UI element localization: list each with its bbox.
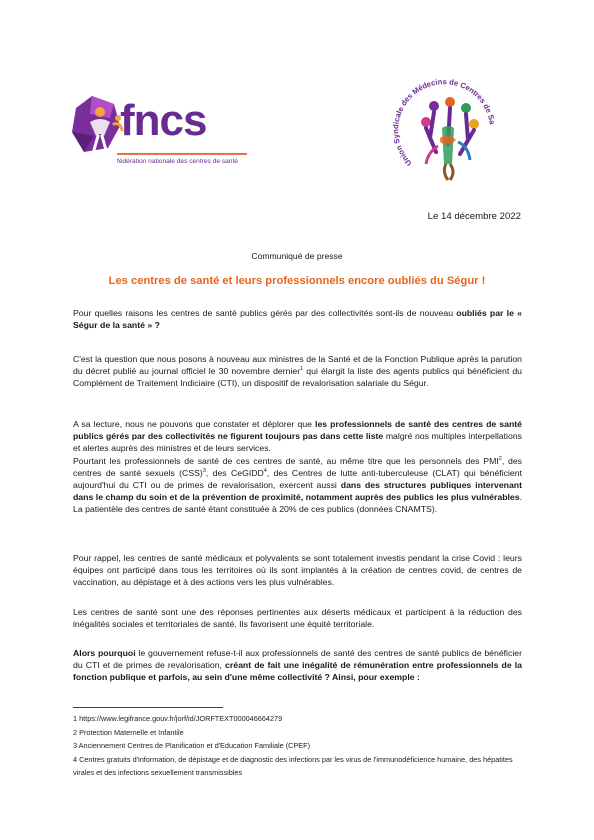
fncs-wordmark: fncs: [120, 96, 207, 145]
press-release-label: Communiqué de presse: [251, 251, 343, 261]
usmcs-logo: [382, 68, 512, 198]
page-title: Les centres de santé et leurs professionnels encore oubliés du Ségur !: [108, 275, 486, 287]
paragraph-4: Pour rappel, les centres de santé médicaux et polyvalents se sont totalement investis pendant la crise Covid : leurs équipes ont participé dans tous les territoires où ils sont implantés à la création de centres covid, de centres de vaccination, au dépistage et à des actions vers les plus vulnérables.: [73, 553, 522, 588]
paragraph-3-text-6: , des Centres de lutte anti-tuberculeuse (CLAT) qui bénéficient aujourd'hui du CTI ou de primes de revalorisation, exercent aussi: [73, 467, 523, 491]
paragraph-5: Les centres de santé sont une des réponses pertinentes aux déserts médicaux et participent à la réduction des inégalités sociales et territoriales de santé. Ils favorisent une équité territoriale.: [73, 607, 522, 630]
paragraph-3: [73, 418, 522, 516]
footnote-1: 1 https://www.legifrance.gouv.fr/jorf/id/JORFTEXT000046664279: [73, 714, 283, 723]
release-date: Le 14 décembre 2022: [427, 211, 521, 222]
footnotes: [73, 712, 522, 780]
paragraph-3-text-3: Pourtant les professionnels de santé de ces centres de santé, au même titre que les personnels des PMI: [73, 455, 499, 466]
paragraph-3-text-5: , des CeGIDD: [205, 467, 264, 478]
paragraph-2-text: C'est la question que nous posons à nouveau aux ministres de la Santé et de la Fonction Publique après la parution du décret publié au journal officiel le 30 novembre dernier: [73, 354, 522, 377]
paragraph-6-bold-2: créant de fait une inégalité de rémunération entre professionnels de la fonction publique et parfois, au sein d'une même collectivité ? Ainsi, pour exemple :: [73, 660, 522, 683]
paragraph-6-text: le gouvernement refuse-t-il aux professionnels de santé des centres de santé publics de bénéficier du CTI et de primes de revalorisation,: [73, 648, 522, 671]
fncs-logo: [70, 92, 255, 182]
footnote-4: 4 Centres gratuits d'information, de dépistage et de diagnostic des infections par les virus de l'immunodéficience humaine, des hépatites virales et des infections sexuellement transmissibles: [73, 754, 513, 778]
paragraph-2: [73, 353, 522, 390]
paragraph-3-text-2: malgré nos multiples interpellations et alertes auprès des ministres et de leurs services.: [73, 431, 522, 454]
footnote-ref-4: 4: [263, 467, 267, 474]
paragraph-6-bold: Alors pourquoi: [73, 648, 136, 658]
footnote-2: 2 Protection Maternelle et Infantile: [73, 727, 184, 737]
footnote-3: 3 Anciennement Centres de Planification et d'Education Familiale (CPEF): [73, 741, 311, 751]
paragraph-3-text-4: , des centres de santé sexuels (CSS): [73, 455, 522, 478]
fncs-tagline: fédération nationale des centres de santé: [117, 158, 238, 165]
paragraph-3-bold: les professionnels de santé des centres de santé publics gérés par des collectivités ne figurent toujours pas dans cette liste: [73, 419, 522, 442]
svg-text:Union Syndicale des Médecins d: [382, 68, 497, 168]
footnote-divider: [73, 707, 223, 708]
fncs-underline: [117, 153, 247, 155]
paragraph-3-text: A sa lecture, nous ne pouvons que constater et déplorer que: [73, 419, 316, 429]
paragraph-1-text: Pour quelles raisons les centres de santé publics gérés par des collectivités sont-ils de nouveau: [73, 308, 457, 318]
paragraph-3-bold-2: dans des structures publiques intervenant dans le champ du soin et de la prévention de proximité, notamment auprès des publics les plus vulnérables: [73, 480, 523, 503]
usmcs-emblem-icon: [382, 68, 512, 198]
usmcs-ring-text: Union Syndicale des Médecins de Centres de Sa: [391, 77, 497, 168]
paragraph-6: [73, 647, 522, 684]
paragraph-1: [73, 307, 522, 331]
footnote-ref-1: 1: [300, 366, 304, 373]
paragraph-2-text-end: qui élargit la liste des agents publics qui bénéficient du Complément de Traitement Indiciaire (CTI), un dispositif de revalorisation salariale du Ségur.: [73, 366, 523, 389]
footnote-ref-2: 2: [498, 455, 502, 462]
paragraph-3-text-7: . La patientèle des centres de santé étant constituée à 20% de ces publics (données CNAMTS).: [73, 492, 522, 515]
paragraph-1-bold: oubliés par le « Ségur de la santé » ?: [73, 308, 522, 331]
footnote-ref-3: 3: [202, 467, 206, 474]
